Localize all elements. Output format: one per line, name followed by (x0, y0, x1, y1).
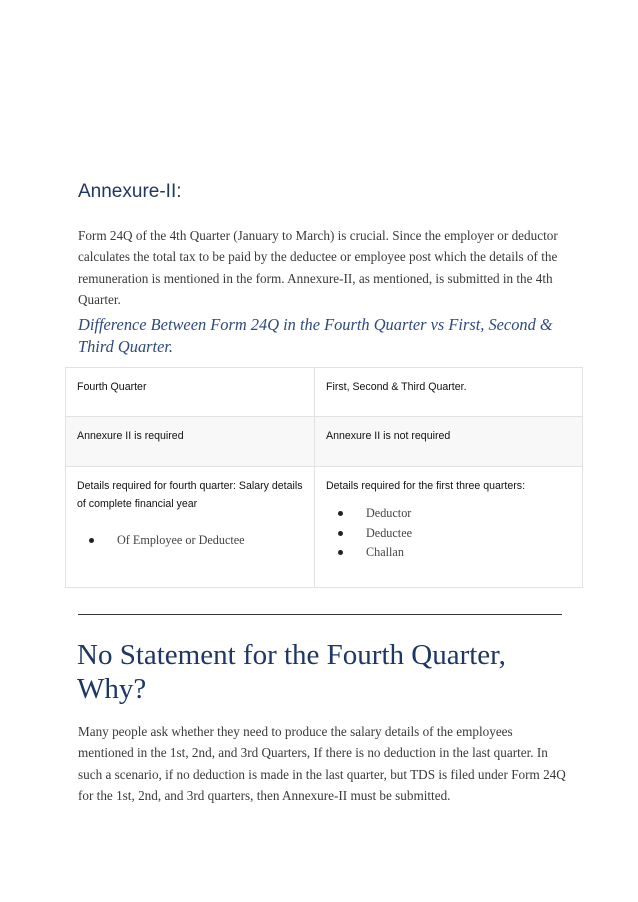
comparison-table (65, 367, 583, 588)
list-item (326, 504, 572, 524)
cell-annexure-not-required: Annexure II is not required (315, 417, 583, 467)
header-cell-fourth-quarter: Fourth Quarter (66, 368, 315, 417)
difference-heading: Difference Between Form 24Q in the Fourth Quarter vs First, Second & Third Quarter. (78, 315, 553, 356)
header-cell-first-three-quarters: First, Second & Third Quarter. (315, 368, 583, 417)
fourth-quarter-details-text: Details required for fourth quarter: Salary details of complete financial year (77, 480, 303, 510)
annexure-heading: Annexure-II: (78, 181, 182, 202)
table-row-annexure (66, 417, 583, 467)
section-divider (78, 614, 562, 615)
cell-fourth-quarter-details (66, 467, 315, 588)
bullet-text: Deductee (366, 525, 413, 540)
bullet-icon (338, 531, 343, 536)
list-item (77, 531, 304, 551)
table-header-row (66, 368, 583, 417)
bullet-icon (89, 538, 94, 543)
first-three-quarters-details-text: Details required for the first three quarters: (326, 480, 526, 492)
list-item (326, 524, 572, 544)
bullet-icon (338, 511, 343, 516)
table-row-details (66, 467, 583, 588)
section-title: No Statement for the Fourth Quarter, Why? (77, 639, 506, 705)
cell-annexure-required: Annexure II is required (66, 417, 315, 467)
bullet-text: Challan (366, 545, 404, 559)
intro-paragraph: Form 24Q of the 4th Quarter (January to March) is crucial. Since the employer or deductor calculates the total tax to be paid by the deductee or employee post which the details of the remuneration is mentioned in the form. Annexure-II, as mentioned, is submitted in the 4th Quarter. (78, 228, 558, 307)
section-paragraph: Many people ask whether they need to produce the salary details of the employees mentioned in the 1st, 2nd, and 3rd Quarters, If there is no deduction in the last quarter. In such a scenario, if no deduction is made in the last quarter, but TDS is filed under Form 24Q for the 1st, 2nd, and 3rd quarters, then Annexure-II must be submitted. (78, 724, 566, 803)
list-item (326, 543, 572, 563)
bullet-text: Of Employee or Deductee (117, 533, 245, 547)
first-three-quarters-bullet-list (326, 504, 572, 563)
bullet-icon (338, 550, 343, 555)
cell-first-three-quarters-details (315, 467, 583, 588)
fourth-quarter-bullet-list (77, 531, 304, 551)
bullet-text: Deductor (366, 506, 412, 520)
